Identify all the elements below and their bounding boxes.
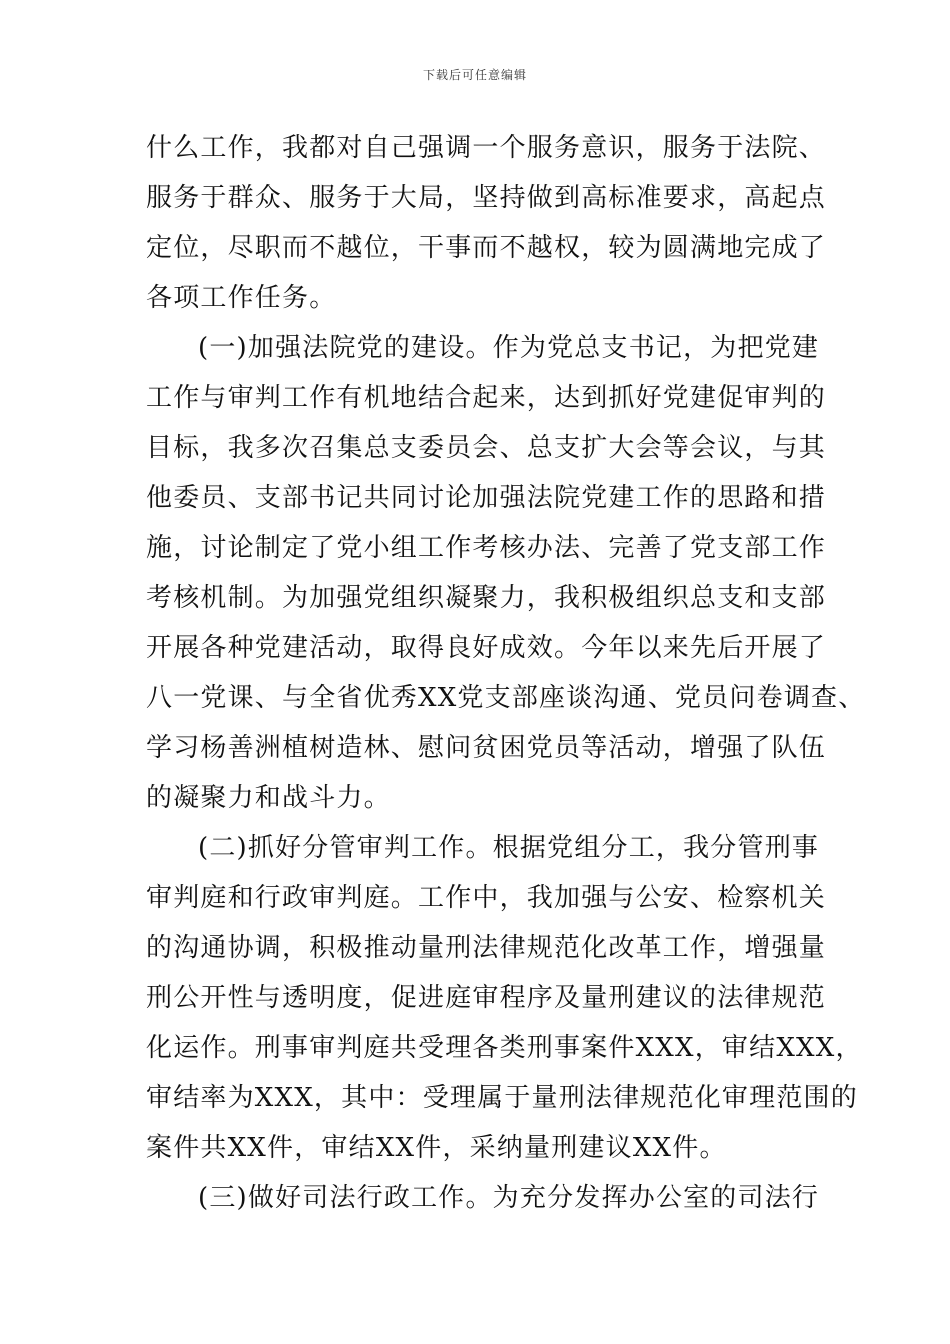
- text-line: 的凝聚力和战斗力。: [146, 783, 391, 813]
- text-line: 工作与审判工作有机地结合起来，达到抓好党建促审判的: [146, 383, 827, 413]
- text-line: 八一党课、与全省优秀XX党支部座谈沟通、党员问卷调查、: [146, 683, 866, 713]
- text-line: 他委员、支部书记共同讨论加强法院党建工作的思路和措: [146, 483, 827, 513]
- paragraph-start-line: (二)抓好分管审判工作。根据党组分工，我分管刑事: [198, 833, 820, 863]
- body-text: [146, 123, 866, 1223]
- text-line: 案件共XX件，审结XX件，采纳量刑建议XX件。: [146, 1133, 727, 1163]
- text-line: 目标，我多次召集总支委员会、总支扩大会等会议，与其: [146, 433, 827, 463]
- text-line: 什么工作，我都对自己强调一个服务意识，服务于法院、: [146, 133, 827, 163]
- text-line: 审结率为XXX，其中：受理属于量刑法律规范化审理范围的: [146, 1083, 858, 1113]
- text-line: 考核机制。为加强党组织凝聚力，我积极组织总支和支部: [146, 583, 827, 613]
- text-line: 的沟通协调，积极推动量刑法律规范化改革工作，增强量: [146, 933, 827, 963]
- text-line: 定位，尽职而不越位，干事而不越权，较为圆满地完成了: [146, 233, 827, 263]
- text-line: 开展各种党建活动，取得良好成效。今年以来先后开展了: [146, 633, 827, 663]
- text-line: 服务于群众、服务于大局，坚持做到高标准要求，高起点: [146, 183, 827, 213]
- paragraph-start-line: (三)做好司法行政工作。为充分发挥办公室的司法行: [198, 1183, 820, 1213]
- text-line: 学习杨善洲植树造林、慰问贫困党员等活动，增强了队伍: [146, 733, 827, 763]
- text-line: 刑公开性与透明度，促进庭审程序及量刑建议的法律规范: [146, 983, 827, 1013]
- text-line: 各项工作任务。: [146, 283, 337, 313]
- paragraph-start-line: (一)加强法院党的建设。作为党总支书记，为把党建: [198, 333, 820, 363]
- text-line: 化运作。刑事审判庭共受理各类刑事案件XXX，审结XXX，: [146, 1033, 863, 1063]
- page-header: 下载后可任意编辑: [422, 68, 527, 82]
- text-line: 施，讨论制定了党小组工作考核办法、完善了党支部工作: [146, 533, 827, 563]
- text-line: 审判庭和行政审判庭。工作中，我加强与公安、检察机关: [146, 883, 827, 913]
